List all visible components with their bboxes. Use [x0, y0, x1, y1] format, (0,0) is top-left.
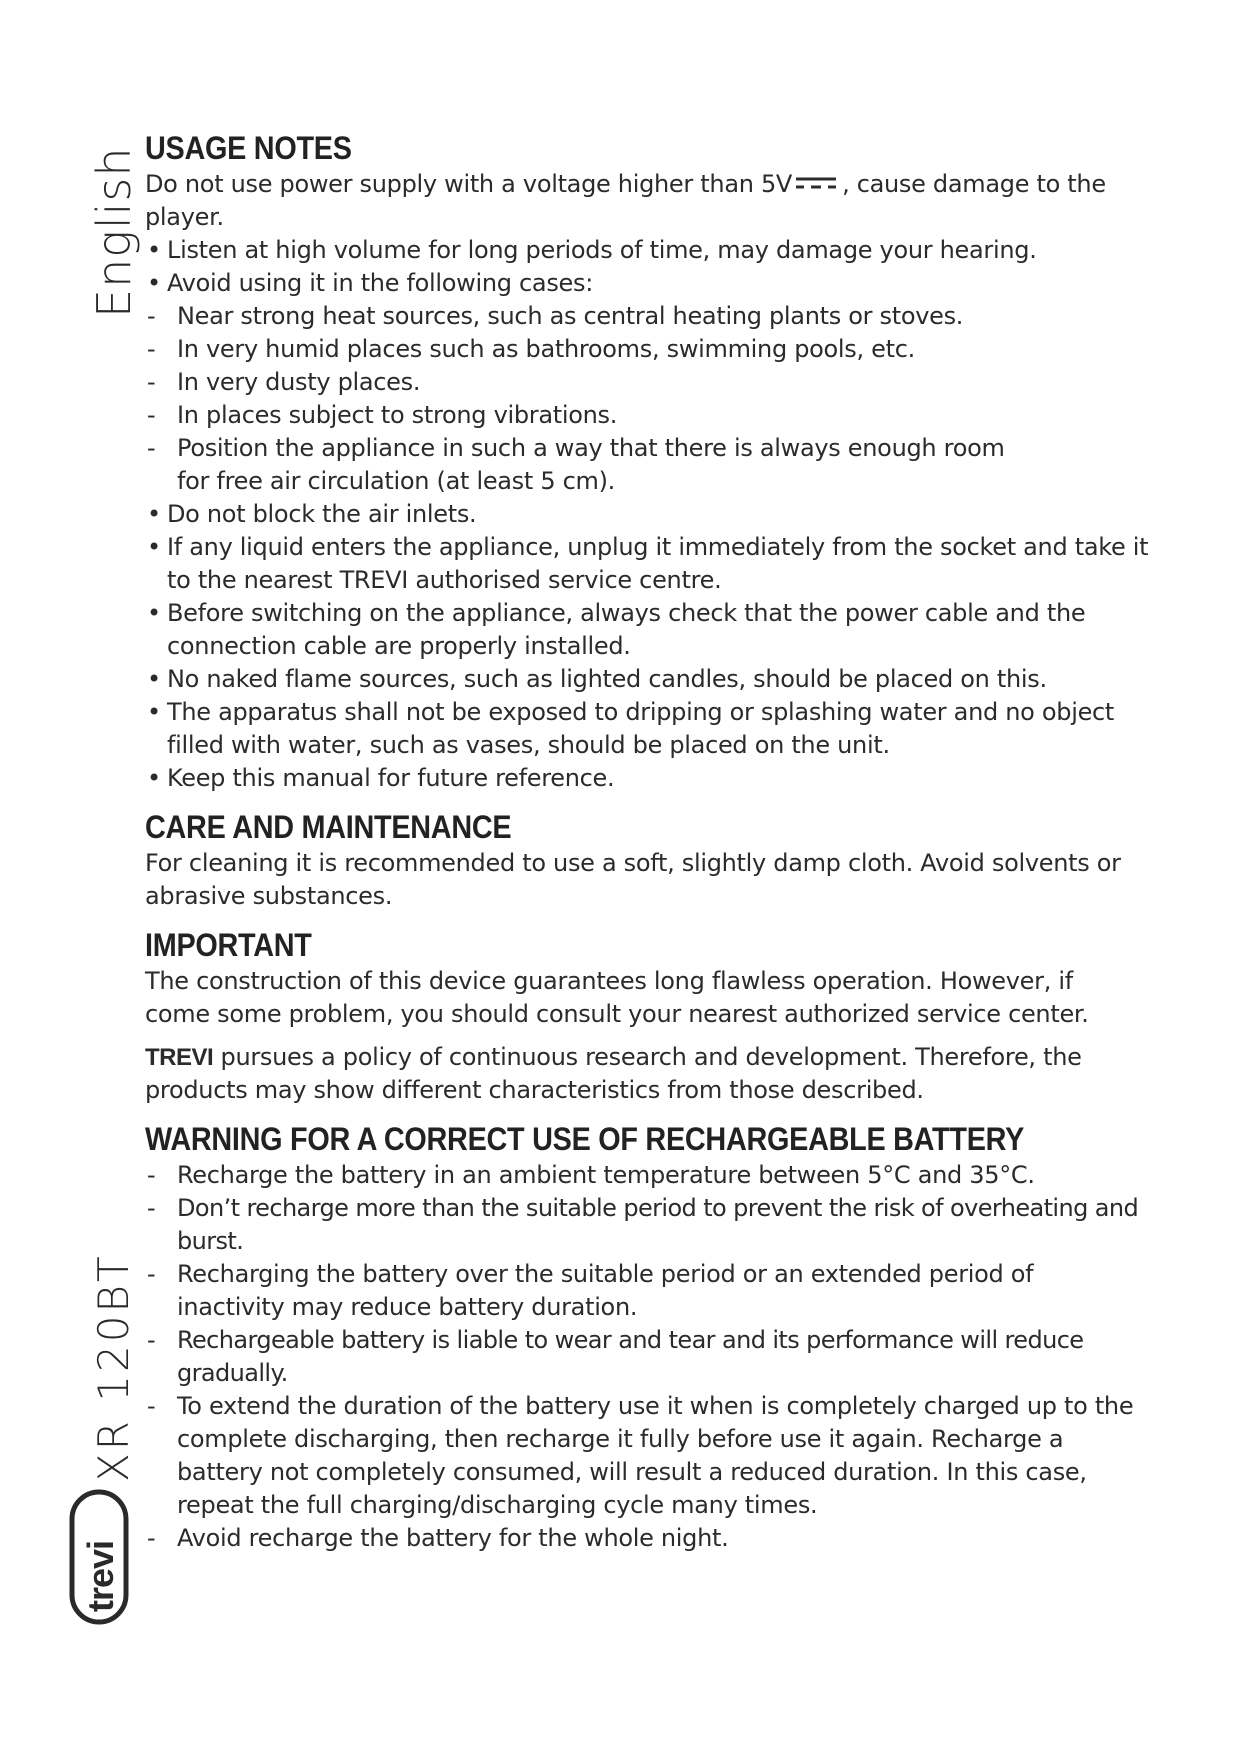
usage-notes-heading: USAGE NOTES	[145, 130, 352, 166]
page-content	[145, 128, 1175, 1555]
battery-warning-item: - Recharging the battery over the suitable period or an extended period of inactivity may reduce battery duration.	[145, 1258, 1137, 1324]
usage-bullet-item: • If any liquid enters the appliance, unplug it immediately from the socket and take it to the nearest TREVI authorised service centre.	[145, 531, 1157, 597]
usage-bullet-item: • Before switching on the appliance, always check that the power cable and the connection cable are properly installed.	[145, 597, 1157, 663]
battery-warning-item: - Avoid recharge the battery for the whole night.	[145, 1522, 1175, 1555]
usage-dash-item: - Position the appliance in such a way that there is always enough room for free air circulation (at least 5 cm).	[145, 432, 1017, 498]
usage-bullet-avoid: • Avoid using it in the following cases:	[145, 267, 1175, 300]
battery-warning-item: - Rechargeable battery is liable to wear and tear and its performance will reduce gradually.	[145, 1324, 1175, 1390]
care-text: For cleaning it is recommended to use a soft, slightly damp cloth. Avoid solvents or abrasive substances.	[145, 849, 1121, 910]
important-heading: IMPORTANT	[145, 927, 312, 963]
battery-warning-item: - Don’t recharge more than the suitable period to prevent the risk of overheating and burst.	[145, 1192, 1175, 1258]
policy-text: pursues a policy of continuous research and development. Therefore, the products may show different characteristics from those described.	[145, 1043, 1082, 1104]
svg-text:trevi: trevi	[80, 1540, 121, 1612]
usage-bullet-item: • Do not block the air inlets.	[145, 498, 1175, 531]
important-text: The construction of this device guarantees long flawless operation. However, if come some problem, you should consult your nearest authorized service center.	[145, 967, 1089, 1028]
usage-dash-item: - In very humid places such as bathrooms, swimming pools, etc.	[145, 333, 1175, 366]
battery-warning-item: - Recharge the battery in an ambient temperature between 5°C and 35°C.	[145, 1159, 1175, 1192]
usage-bullet-item: • No naked flame sources, such as lighted candles, should be placed on this.	[145, 663, 1175, 696]
usage-intro-start: Do not use power supply with a voltage higher than 5V	[145, 170, 793, 198]
dc-symbol-icon	[794, 174, 838, 192]
usage-intro	[145, 168, 1175, 234]
usage-dash-item: - In very dusty places.	[145, 366, 1175, 399]
brand-policy-text	[145, 1041, 1125, 1107]
sidebar-model: XR 120BT	[89, 1253, 138, 1482]
usage-bullet-item: • The apparatus shall not be exposed to dripping or splashing water and no object filled with water, such as vases, should be placed on the unit.	[145, 696, 1157, 762]
battery-warning-item: - To extend the duration of the battery use it when is completely charged up to the complete discharging, then recharge it fully before use it again. Recharge a battery not completely consumed, will result a reduced duration. In this case, repeat the full charging/discharging cycle many times.	[145, 1390, 1137, 1522]
usage-dash-item: - Near strong heat sources, such as central heating plants or stoves.	[145, 300, 1175, 333]
usage-bullet-volume: • Listen at high volume for long periods of time, may damage your hearing.	[145, 234, 1175, 267]
brand-name: TREVI	[145, 1044, 214, 1071]
sidebar-language: English	[87, 146, 141, 318]
care-maintenance-heading: CARE AND MAINTENANCE	[145, 809, 512, 845]
usage-bullet-item: • Keep this manual for future reference.	[145, 762, 1175, 795]
trevi-logo	[68, 1488, 130, 1626]
usage-dash-item: - In places subject to strong vibrations.	[145, 399, 1175, 432]
usage-intro-end: , cause damage to the player.	[145, 170, 1106, 231]
battery-warning-heading: WARNING FOR A CORRECT USE OF RECHARGEABLE BATTERY	[145, 1121, 1025, 1157]
